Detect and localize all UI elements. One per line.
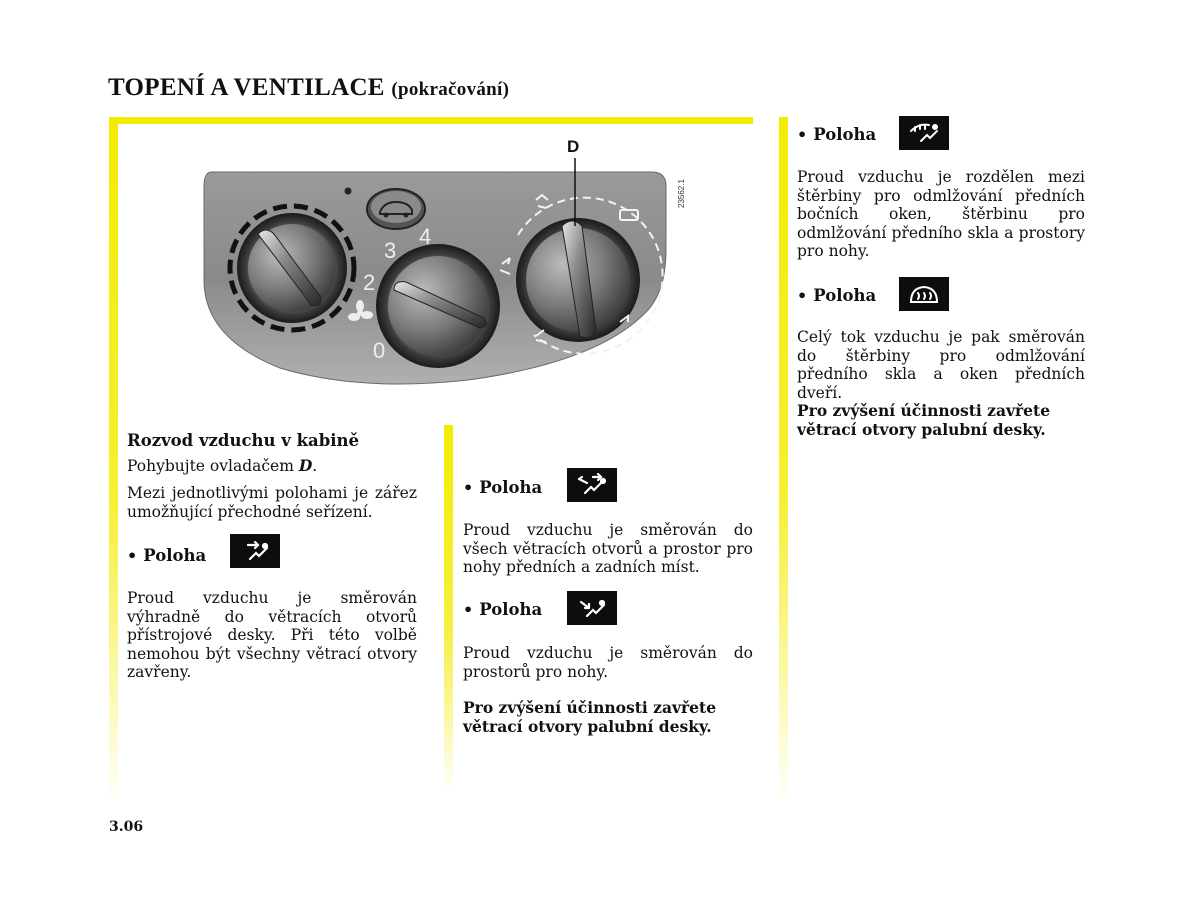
note-close-vents-right: Pro zvýšení účinnosti zavřete větrací otvory palubní desky.	[797, 401, 1051, 439]
bullet-label: Poloha	[479, 599, 543, 619]
bullet-label: Poloha	[813, 124, 877, 144]
bullet-label: Poloha	[813, 285, 877, 305]
face-and-feet-icon	[567, 468, 617, 502]
bullet-position-feet: • Poloha	[463, 599, 543, 619]
page-title	[108, 74, 509, 102]
notch-paragraph: Mezi jednotlivými polohami je zářez umožňující přechodné seřízení.	[127, 484, 417, 521]
fan-speed-4: 4	[419, 224, 432, 249]
feet-icon	[567, 591, 617, 625]
bullet-label: Poloha	[143, 545, 207, 565]
page-number: 3.06	[109, 819, 144, 835]
fan-speed-0: 0	[373, 338, 386, 363]
bullet-position-face-feet: • Poloha	[463, 477, 543, 497]
windscreen-text: Celý tok vzduchu je pak směrován do štěrbiny pro odmlžování předního skla a oken předních dveří.	[797, 328, 1085, 402]
yellow-rule-left	[109, 117, 118, 807]
feet-text: Proud vzduchu je směrován do prostorů pro nohy.	[463, 644, 753, 681]
title-subtitle: (pokračování)	[391, 79, 510, 100]
feet-and-windscreen-icon	[899, 116, 949, 150]
figure-ref: 23562.1	[677, 179, 686, 208]
bullet-position-face: • Poloha	[127, 545, 207, 565]
yellow-rule-right	[779, 117, 788, 807]
yellow-rule-middle	[444, 425, 453, 795]
windscreen-demist-icon	[899, 277, 949, 311]
feet-windscreen-text: Proud vzduchu je rozdělen mezi štěrbiny pro odmlžování předních bočních oken, štěrbinu pro odmlžování předního skla a prostory pro nohy.	[797, 168, 1085, 260]
title-main: TOPENÍ A VENTILACE	[108, 74, 385, 101]
callout-D: D	[567, 137, 580, 156]
intro-post: .	[312, 457, 318, 475]
control-panel-figure	[200, 130, 686, 392]
fan-speed-3: 3	[384, 238, 397, 263]
bullet-label: Poloha	[479, 477, 543, 497]
face-vents-text: Proud vzduchu je směrován výhradně do větracích otvorů přístrojové desky. Při této volbě nemohou být všechny větrací otvory zavřeny.	[127, 589, 417, 681]
bullet-position-feet-windscreen: • Poloha	[797, 124, 877, 144]
recirculation-button	[367, 189, 425, 229]
face-vents-icon	[230, 534, 280, 568]
fan-speed-2: 2	[363, 270, 376, 295]
intro-pre: Pohybujte ovladačem	[127, 457, 299, 475]
bullet-position-windscreen: • Poloha	[797, 285, 877, 305]
intro-text	[127, 457, 427, 476]
face-feet-text: Proud vzduchu je směrován do všech větracích otvorů a prostor pro nohy předních a zadních míst.	[463, 521, 753, 576]
note-close-vents: Pro zvýšení účinnosti zavřete větrací otvory palubní desky.	[463, 698, 717, 736]
intro-control-label: D	[298, 456, 313, 475]
section-heading: Rozvod vzduchu v kabině	[127, 431, 359, 450]
yellow-rule-top	[109, 117, 753, 124]
